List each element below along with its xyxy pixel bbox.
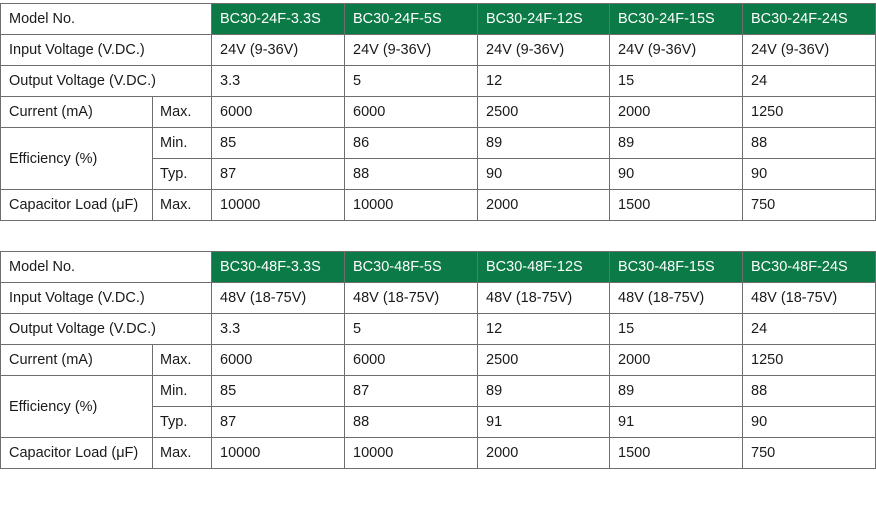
model-row bbox=[1, 252, 876, 283]
capacitor-load-condition: Max. bbox=[153, 190, 212, 221]
model-name-cell: BC30-24F-12S bbox=[478, 4, 610, 35]
input-voltage-row bbox=[1, 283, 876, 314]
capacitor-load-cell: 1500 bbox=[610, 438, 743, 469]
efficiency-min-cell: 89 bbox=[478, 376, 610, 407]
spec-table-24f bbox=[0, 3, 876, 221]
output-voltage-label: Output Voltage (V.DC.) bbox=[1, 314, 212, 345]
input-voltage-label: Input Voltage (V.DC.) bbox=[1, 283, 212, 314]
efficiency-min-cell: 89 bbox=[478, 128, 610, 159]
output-voltage-cell: 12 bbox=[478, 314, 610, 345]
efficiency-typ-cell: 90 bbox=[743, 159, 876, 190]
output-voltage-cell: 15 bbox=[610, 66, 743, 97]
input-voltage-row bbox=[1, 35, 876, 66]
input-voltage-cell: 24V (9-36V) bbox=[478, 35, 610, 66]
current-cell: 2500 bbox=[478, 345, 610, 376]
model-name-cell: BC30-48F-12S bbox=[478, 252, 610, 283]
input-voltage-cell: 24V (9-36V) bbox=[212, 35, 345, 66]
output-voltage-cell: 3.3 bbox=[212, 66, 345, 97]
capacitor-load-row bbox=[1, 190, 876, 221]
model-name-cell: BC30-48F-24S bbox=[743, 252, 876, 283]
model-label: Model No. bbox=[1, 4, 212, 35]
input-voltage-cell: 48V (18-75V) bbox=[345, 283, 478, 314]
model-name-cell: BC30-48F-3.3S bbox=[212, 252, 345, 283]
input-voltage-label: Input Voltage (V.DC.) bbox=[1, 35, 212, 66]
capacitor-load-cell: 750 bbox=[743, 438, 876, 469]
efficiency-min-cell: 88 bbox=[743, 128, 876, 159]
output-voltage-row bbox=[1, 66, 876, 97]
input-voltage-cell: 48V (18-75V) bbox=[212, 283, 345, 314]
current-cell: 2000 bbox=[610, 97, 743, 128]
current-label: Current (mA) bbox=[1, 345, 153, 376]
current-row bbox=[1, 97, 876, 128]
input-voltage-cell: 48V (18-75V) bbox=[743, 283, 876, 314]
efficiency-min-row bbox=[1, 128, 876, 159]
efficiency-min-cell: 85 bbox=[212, 376, 345, 407]
input-voltage-cell: 24V (9-36V) bbox=[743, 35, 876, 66]
model-name-cell: BC30-24F-15S bbox=[610, 4, 743, 35]
efficiency-min-cell: 89 bbox=[610, 376, 743, 407]
input-voltage-cell: 48V (18-75V) bbox=[478, 283, 610, 314]
input-voltage-cell: 24V (9-36V) bbox=[345, 35, 478, 66]
capacitor-load-cell: 2000 bbox=[478, 438, 610, 469]
output-voltage-cell: 24 bbox=[743, 314, 876, 345]
model-name-cell: BC30-48F-15S bbox=[610, 252, 743, 283]
efficiency-label: Efficiency (%) bbox=[1, 128, 153, 190]
input-voltage-cell: 24V (9-36V) bbox=[610, 35, 743, 66]
model-name-cell: BC30-24F-3.3S bbox=[212, 4, 345, 35]
efficiency-typ-condition: Typ. bbox=[153, 159, 212, 190]
capacitor-load-cell: 1500 bbox=[610, 190, 743, 221]
spec-table-48f bbox=[0, 251, 876, 469]
efficiency-typ-condition: Typ. bbox=[153, 407, 212, 438]
current-cell: 1250 bbox=[743, 345, 876, 376]
output-voltage-cell: 15 bbox=[610, 314, 743, 345]
capacitor-load-label: Capacitor Load (μF) bbox=[1, 438, 153, 469]
efficiency-typ-cell: 90 bbox=[743, 407, 876, 438]
efficiency-typ-cell: 90 bbox=[610, 159, 743, 190]
output-voltage-cell: 5 bbox=[345, 66, 478, 97]
current-condition: Max. bbox=[153, 97, 212, 128]
current-label: Current (mA) bbox=[1, 97, 153, 128]
efficiency-typ-cell: 90 bbox=[478, 159, 610, 190]
current-cell: 1250 bbox=[743, 97, 876, 128]
efficiency-min-cell: 87 bbox=[345, 376, 478, 407]
model-name-cell: BC30-24F-24S bbox=[743, 4, 876, 35]
efficiency-typ-cell: 91 bbox=[610, 407, 743, 438]
current-cell: 2500 bbox=[478, 97, 610, 128]
output-voltage-label: Output Voltage (V.DC.) bbox=[1, 66, 212, 97]
efficiency-typ-cell: 88 bbox=[345, 159, 478, 190]
efficiency-typ-cell: 88 bbox=[345, 407, 478, 438]
model-name-cell: BC30-24F-5S bbox=[345, 4, 478, 35]
current-cell: 6000 bbox=[345, 345, 478, 376]
capacitor-load-row bbox=[1, 438, 876, 469]
current-condition: Max. bbox=[153, 345, 212, 376]
model-label: Model No. bbox=[1, 252, 212, 283]
output-voltage-cell: 24 bbox=[743, 66, 876, 97]
input-voltage-cell: 48V (18-75V) bbox=[610, 283, 743, 314]
capacitor-load-cell: 2000 bbox=[478, 190, 610, 221]
current-cell: 2000 bbox=[610, 345, 743, 376]
current-cell: 6000 bbox=[212, 345, 345, 376]
capacitor-load-cell: 750 bbox=[743, 190, 876, 221]
model-name-cell: BC30-48F-5S bbox=[345, 252, 478, 283]
efficiency-min-row bbox=[1, 376, 876, 407]
output-voltage-row bbox=[1, 314, 876, 345]
current-cell: 6000 bbox=[345, 97, 478, 128]
capacitor-load-cell: 10000 bbox=[212, 190, 345, 221]
capacitor-load-cell: 10000 bbox=[345, 438, 478, 469]
current-cell: 6000 bbox=[212, 97, 345, 128]
efficiency-min-condition: Min. bbox=[153, 128, 212, 159]
efficiency-label: Efficiency (%) bbox=[1, 376, 153, 438]
capacitor-load-label: Capacitor Load (μF) bbox=[1, 190, 153, 221]
efficiency-min-cell: 88 bbox=[743, 376, 876, 407]
output-voltage-cell: 12 bbox=[478, 66, 610, 97]
capacitor-load-condition: Max. bbox=[153, 438, 212, 469]
efficiency-min-condition: Min. bbox=[153, 376, 212, 407]
model-row bbox=[1, 4, 876, 35]
efficiency-typ-cell: 91 bbox=[478, 407, 610, 438]
output-voltage-cell: 5 bbox=[345, 314, 478, 345]
efficiency-typ-cell: 87 bbox=[212, 407, 345, 438]
efficiency-min-cell: 89 bbox=[610, 128, 743, 159]
efficiency-min-cell: 85 bbox=[212, 128, 345, 159]
efficiency-min-cell: 86 bbox=[345, 128, 478, 159]
output-voltage-cell: 3.3 bbox=[212, 314, 345, 345]
capacitor-load-cell: 10000 bbox=[345, 190, 478, 221]
efficiency-typ-cell: 87 bbox=[212, 159, 345, 190]
current-row bbox=[1, 345, 876, 376]
capacitor-load-cell: 10000 bbox=[212, 438, 345, 469]
